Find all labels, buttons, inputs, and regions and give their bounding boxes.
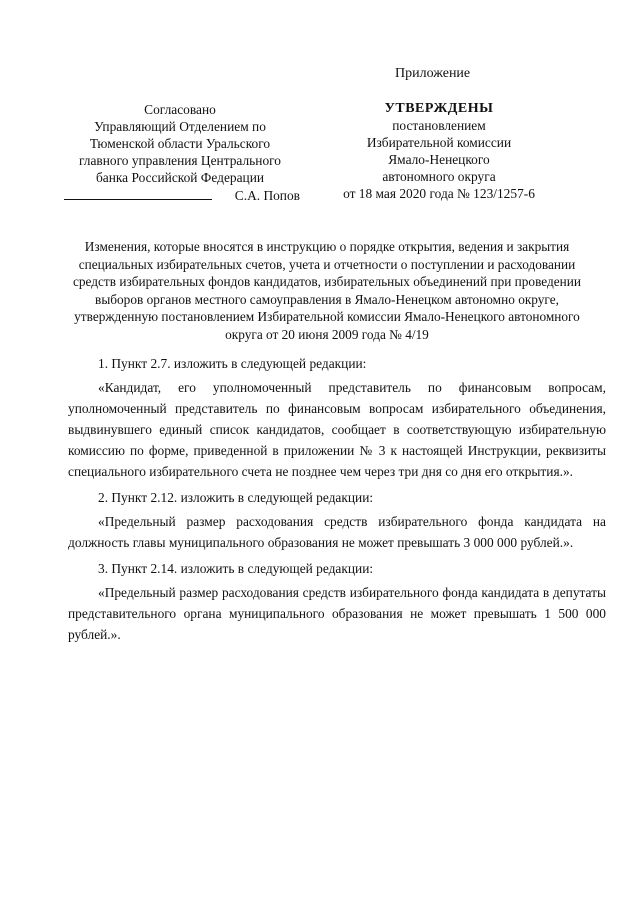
agreed-block [60,101,300,204]
agreed-line: банка Российской Федерации [95,170,265,185]
agreed-heading: Согласовано [144,102,216,117]
approved-line: от 18 мая 2020 года № 123/1257-6 [343,186,535,201]
document-body [68,353,606,645]
item-text: «Предельный размер расходования средств избирательного фонда кандидата на должность главы муниципального образования не может превышать 3 000 000 рублей.». [68,514,606,550]
item-text: «Кандидат, его уполномоченный представитель по финансовым вопросам, уполномоченный представитель по финансовым вопросам избирательного объединения, выдвинувшего единый список кандидатов, сообщает в соответствующую избирательную комиссию по форме, приведенной в приложении № 3 к настоящей Инструкции, реквизиты специального избирательного счета не позднее чем через три дня со дня его открытия.». [68,380,606,479]
approved-line: Ямало-Ненецкого [388,152,490,167]
agreed-line: Управляющий Отделением по [94,119,266,134]
signature-row [60,187,300,204]
item-heading: 1. Пункт 2.7. изложить в следующей редакции: [98,356,367,371]
agreed-line: главного управления Центрального [79,153,281,168]
approved-line: автономного округа [382,169,496,184]
item-heading: 2. Пункт 2.12. изложить в следующей редакции: [98,490,374,505]
approved-block [316,100,562,202]
agreed-line: Тюменской области Уральского [89,136,271,151]
document-title: Изменения, которые вносятся в инструкцию о порядке открытия, ведения и закрытия специальных избирательных счетов, учета и отчетности о поступлении и расходовании средств избирательных фондов кандидатов, избирательных объединений при проведении выборов органов местного самоуправления в Ямало-Ненецком автономно округе, утвержденную постановлением Избирательной комиссии Ямало-Ненецкого автономного округа от 20 июня 2009 года № 4/19 [72,239,582,342]
appendix-label: Приложение [395,66,471,81]
approved-line: Избирательной комиссии [366,135,512,150]
signatory-name: С.А. Попов [234,188,300,203]
approved-line: постановлением [392,118,486,133]
item-text: «Предельный размер расходования средств избирательного фонда кандидата в депутаты представительного органа муниципального образования не может превышать 1 500 000 рублей.». [68,585,606,642]
approved-heading: УТВЕРЖДЕНЫ [384,101,494,116]
item-heading: 3. Пункт 2.14. изложить в следующей редакции: [98,561,374,576]
signature-line [64,187,212,200]
